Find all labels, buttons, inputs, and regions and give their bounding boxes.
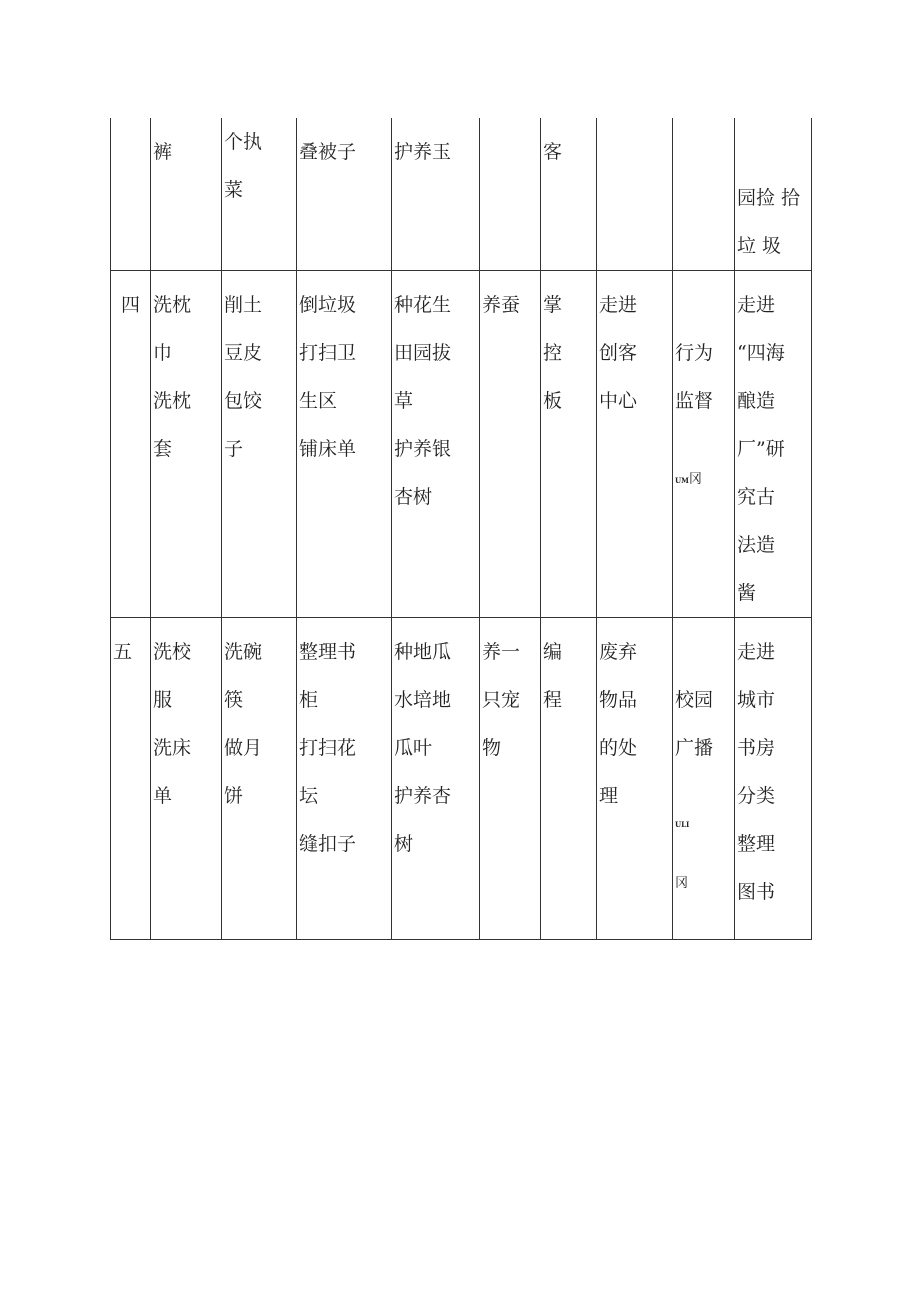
table-cell: 养蚕 — [480, 271, 541, 618]
small-glyph-text: 冈 — [688, 472, 702, 487]
table-cell: 养一 只宠 物 — [480, 618, 541, 940]
table-cell: 洗枕 巾 洗枕 套 — [151, 271, 222, 618]
cell-text: 校园 广播 — [675, 689, 714, 759]
day-cell — [111, 118, 151, 271]
table-cell — [673, 271, 735, 618]
small-glyph-text: 冈 — [675, 876, 689, 891]
table-cell: 洗碗 筷 做月 饼 — [222, 618, 297, 940]
table-cell — [597, 118, 673, 271]
table-cell: 种地瓜 水培地 瓜叶 护养杏 树 — [392, 618, 480, 940]
table-cell — [480, 118, 541, 271]
table-cell: 掌 控 板 — [541, 271, 597, 618]
table-cell: 叠被子 — [297, 118, 392, 271]
small-glyph-text: ULI — [675, 820, 690, 829]
table-cell — [673, 618, 735, 940]
table-row — [111, 118, 812, 271]
day-cell: 五 — [111, 618, 151, 940]
small-glyph-text: UM — [675, 476, 689, 485]
table-cell: 走进 “四海 酿造 厂”研 究古 法造 酱 — [735, 271, 812, 618]
table-cell: 倒垃圾 打扫卫 生区 铺床单 — [297, 271, 392, 618]
table-row — [111, 618, 812, 940]
table-cell: 走进 城市 书房 分类 整理 图书 — [735, 618, 812, 940]
table-cell: 个执 菜 — [222, 118, 297, 271]
table-cell: 护养玉 — [392, 118, 480, 271]
table-cell: 园捡 拾 垃 圾 — [735, 118, 812, 271]
table-cell: 废弃 物品 的处 理 — [597, 618, 673, 940]
table-row — [111, 271, 812, 618]
ocr-fragment — [675, 469, 734, 488]
table-cell: 种花生 田园拔 草 护养银 杏树 — [392, 271, 480, 618]
day-cell: 四 — [111, 271, 151, 618]
table-cell: 编 程 — [541, 618, 597, 940]
cell-text: 行为 监督 — [675, 342, 714, 412]
table-cell: 裤 — [151, 118, 222, 271]
table-cell: 洗校 服 洗床 单 — [151, 618, 222, 940]
table-cell — [673, 118, 735, 271]
activity-table — [110, 118, 812, 940]
table-cell: 削土 豆皮 包饺 子 — [222, 271, 297, 618]
table-cell: 客 — [541, 118, 597, 271]
table-cell: 整理书 柜 打扫花 坛 缝扣子 — [297, 618, 392, 940]
table-cell: 走进 创客 中心 — [597, 271, 673, 618]
